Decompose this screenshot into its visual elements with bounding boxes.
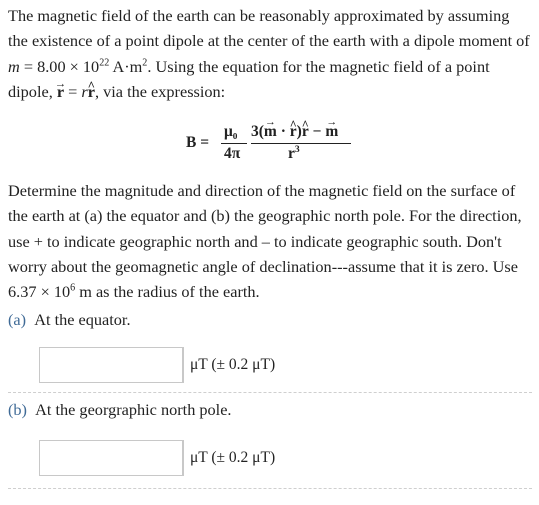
r-hat: r ^: [290, 123, 297, 141]
section-divider: [8, 488, 532, 489]
dipole-moment-unit: A·m: [109, 56, 143, 76]
question-text: Determine the magnitude and direction of the magnetic field on the surface of the earth at (a) the equator and (b) the geographic north pole. For the direction, use + to indicate geographic north and – to indicate geographic south. Don't worry about the geomagnetic angle of declination---assume that it is zero. Use 6.37 × 10: [8, 181, 522, 302]
part-b-unit: μT (± 0.2 μT): [183, 440, 275, 476]
problem-intro: [8, 3, 530, 104]
equation-lhs: B =: [186, 134, 210, 151]
part-a-answer-input[interactable]: [39, 347, 183, 383]
problem-question: [8, 178, 530, 304]
minus-operator: −: [308, 123, 326, 140]
dipole-term-numerator: [251, 123, 338, 141]
fraction-bar: [251, 143, 351, 144]
r-vector-symbol: r →: [57, 79, 64, 104]
part-a-label: [8, 310, 131, 330]
r-hat-symbol: r ^: [88, 79, 95, 104]
part-a-letter: (a): [8, 310, 27, 329]
intro-text-3: , via the expression:: [94, 81, 226, 101]
section-divider: [8, 392, 532, 393]
part-b-letter: (b): [8, 400, 27, 419]
part-b-text: At the georgraphic north pole.: [35, 400, 232, 419]
r-exponent: 3: [294, 144, 300, 156]
fraction-numerator-mu0: μ₀: [224, 123, 238, 140]
r-scalar-symbol: r: [81, 81, 88, 101]
dipole-moment-symbol: m: [8, 56, 20, 76]
numerator-part: 3(: [251, 123, 264, 140]
m-vector: m →: [264, 123, 277, 141]
dipole-moment-unit-exponent: 2: [142, 57, 148, 69]
dipole-moment-exponent: 22: [99, 57, 110, 69]
question-text-2: m as the radius of the earth.: [75, 282, 260, 302]
closing-paren: ): [296, 123, 302, 140]
part-a-unit: μT (± 0.2 μT): [183, 347, 275, 383]
dipole-term-denominator: [288, 145, 300, 163]
r-hat: r ^: [302, 123, 309, 141]
dipole-moment-value: = 8.00 × 10: [19, 56, 100, 76]
fraction-denominator-4pi: 4π: [224, 145, 241, 162]
m-vector: m →: [325, 123, 338, 141]
equals-sign: =: [64, 81, 82, 101]
part-b-answer-input[interactable]: [39, 440, 183, 476]
radius-exponent: 6: [70, 282, 76, 294]
r-symbol: r: [288, 145, 295, 162]
part-b-label: [8, 400, 232, 420]
fraction-bar: [221, 143, 247, 144]
intro-text-2: . Using the equation for the magnetic field of a point dipole,: [8, 56, 490, 101]
part-a-text: At the equator.: [34, 310, 131, 329]
dot-operator: ·: [276, 123, 290, 140]
intro-text: The magnetic field of the earth can be reasonably approximated by assuming the existence of a point dipole at the center of the earth with a dipole moment of: [8, 6, 530, 51]
